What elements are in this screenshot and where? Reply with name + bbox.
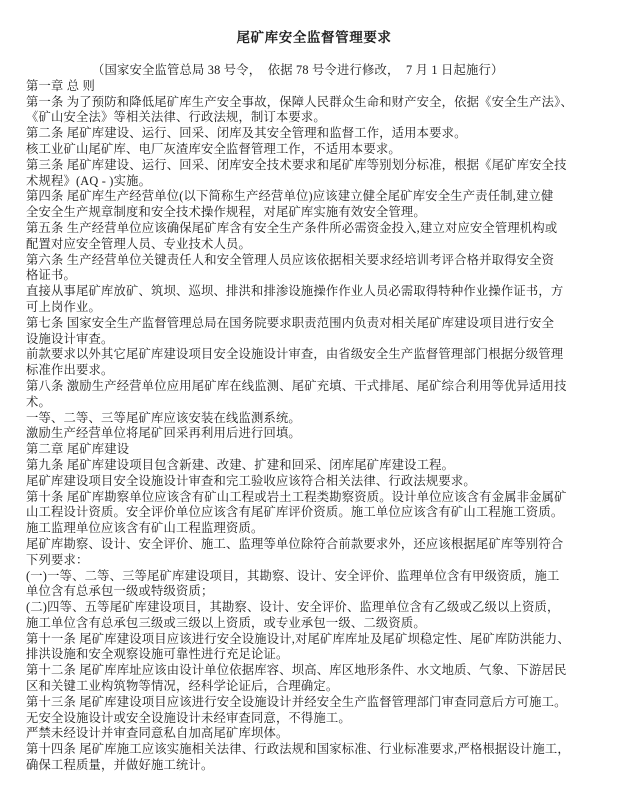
document-line: 配置对应安全管理人员、专业技术人员。 — [26, 236, 251, 251]
document-line: 激励生产经营单位将尾矿回采再利用后进行回填。 — [26, 426, 301, 441]
document-line: 尾矿库勘察、设计、安全评价、施工、监理等单位除符合前款要求外，还应该根据尾矿库等别符合 — [26, 536, 564, 551]
document-line: 下列要求： — [26, 552, 89, 567]
document-line: 第十二条 尾矿库库址应该由设计单位依据库容、坝高、库区地形条件、水文地质、气象、下游居民 — [26, 663, 567, 678]
document-line: 施工监理单位应该含有矿山工程监理资质。 — [26, 521, 264, 536]
document-line: 第三条 尾矿库建设、运行、回采、闭库安全技术要求和尾矿库等别划分标准，根据《尾矿库安全技 — [26, 157, 567, 172]
document-line: 格证书。 — [26, 268, 76, 283]
document-line: 设施设计审查。 — [26, 331, 114, 346]
document-line: (一)一等、二等、三等尾矿库建设项目，其勘察、设计、安全评价、监理单位含有甲级资质，施工 — [26, 568, 560, 583]
document-line: 无安全设施设计或安全设施设计未经审查同意，不得施工。 — [26, 710, 351, 725]
document-line: 可上岗作业。 — [26, 299, 101, 314]
document-line: 第十条 尾矿库勘察单位应该含有矿山工程或岩土工程类勘察资质。设计单位应该含有金属非金属矿 — [26, 489, 567, 504]
document-line: 第六条 生产经营单位关键责任人和安全管理人员应该依据相关要求经培训考评合格并取得安全资 — [26, 252, 555, 267]
document-line: 山工程设计资质。安全评价单位应该含有尾矿库评价资质。施工单位应该含有矿山工程施工资质。 — [26, 505, 564, 520]
document-line: 前款要求以外其它尾矿库建设项目安全设施设计审查，由省级安全生产监督管理部门根据分级管理 — [26, 347, 564, 362]
document-line: 第十四条 尾矿库施工应该实施相关法律、行政法规和国家标准、行业标准要求,严格根据设计施工， — [26, 742, 570, 757]
document-line: 第一条 为了预防和降低尾矿库生产安全事故，保障人民群众生命和财产安全，依据《安全生产法》、 — [26, 94, 573, 109]
document-subtitle: （国家安全监管总局 38 号令， 依据 78 号令进行修改， 7 月 1 日起施行） — [92, 63, 504, 77]
document-line: 术。 — [26, 394, 51, 409]
document-body — [0, 63, 628, 774]
document-line: 第五条 生产经营单位应该确保尾矿库含有安全生产条件所必需资金投入,建立对应安全管理机构或 — [26, 220, 558, 235]
document-line: 排洪设施和安全观察设施可靠性进行充足论证。 — [26, 647, 289, 662]
document-line: 全安全生产规章制度和安全技术操作规程，对尾矿库实施有效安全管理。 — [26, 205, 426, 220]
document-line: 第十一条 尾矿库建设项目应该进行安全设施设计,对尾矿库库址及尾矿坝稳定性、尾矿库防洪能力、 — [26, 631, 570, 646]
document-line: 第二条 尾矿库建设、运行、回采、闭库及其安全管理和监督工作，适用本要求。 — [26, 126, 467, 141]
document-line: 严禁未经设计并审查同意私自加高尾矿库坝体。 — [26, 726, 289, 741]
document-line: 第九条 尾矿库建设项目包含新建、改建、扩建和回采、闭库尾矿库建设工程。 — [26, 457, 455, 472]
document-line: 第一章 总 则 — [26, 78, 96, 93]
document-line: 第二章 尾矿库建设 — [26, 442, 130, 457]
document-line: 一等、二等、三等尾矿库应该安装在线监测系统。 — [26, 410, 301, 425]
document-line: 第八条 激励生产经营单位应用尾矿库在线监测、尾矿充填、干式排尾、尾矿综合利用等优异适用技 — [26, 378, 567, 393]
document-line: 标准作出要求。 — [26, 363, 114, 378]
document-line: 确保工程质量，并做好施工统计。 — [26, 758, 214, 773]
document-line: 单位含有总承包一级或特级资质； — [26, 584, 214, 599]
document-line: 施工单位含有总承包三级或三级以上资质，或专业承包一级、二级资质。 — [26, 615, 426, 630]
document-line: 尾矿库建设项目安全设施设计审查和完工验收应该符合相关法律、行政法规要求。 — [26, 473, 476, 488]
document-line: 直接从事尾矿库放矿、筑坝、巡坝、排洪和排渗设施操作作业人员必需取得特种作业操作证书，方 — [26, 284, 564, 299]
document-line: 核工业矿山尾矿库、电厂灰渣库安全监督管理工作，不适用本要求。 — [26, 141, 401, 156]
document-line: 第十三条 尾矿库建设项目应该进行安全设施设计并经安全生产监督管理部门审查同意后方可施工。 — [26, 694, 567, 709]
document-line: (二)四等、五等尾矿库建设项目，其勘察、设计、安全评价、监理单位含有乙级或乙级以上资质， — [26, 600, 560, 615]
document-line: 《矿山安全法》等相关法律、行政法规，制订本要求。 — [26, 110, 326, 125]
document-line: 第四条 尾矿库生产经营单位(以下简称生产经营单位)应该建立健全尾矿库安全生产责任制,建立健 — [26, 189, 554, 204]
document-line: 第七条 国家安全生产监督管理总局在国务院要求职责范围内负责对相关尾矿库建设项目进行安全 — [26, 315, 555, 330]
document-line: 区和关键工业构筑物等情况，经科学论证后，合理确定。 — [26, 679, 339, 694]
document-line: 术规程》(AQ - )实施。 — [26, 173, 152, 188]
document-title: 尾矿库安全监督管理要求 — [236, 30, 392, 45]
